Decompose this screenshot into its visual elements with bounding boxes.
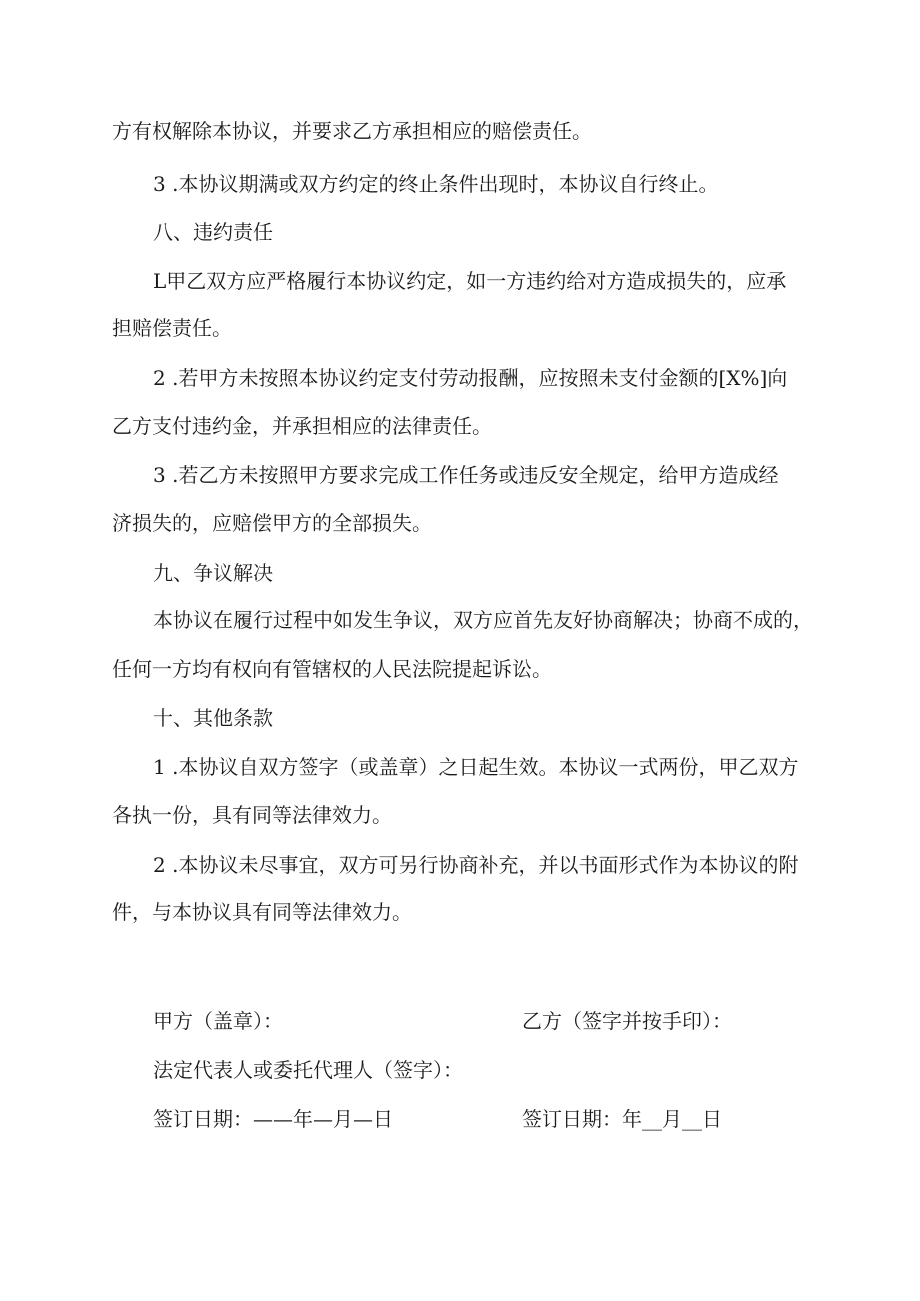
section-heading-9: 九、争议解决: [153, 561, 273, 585]
clause-8-2-cont: 乙方支付违约金，并承担相应的法律责任。: [112, 414, 492, 438]
section-heading-10: 十、其他条款: [153, 706, 273, 730]
party-b-date-label: 签订日期：年__月__日: [522, 1107, 722, 1131]
clause-8-3: 3 .若乙方未按照甲方要求完成工作任务或违反安全规定，给甲方造成经: [153, 463, 779, 487]
section-heading-8: 八、违约责任: [153, 220, 273, 244]
party-b-sign-label: 乙方（签字并按手印）：: [522, 1009, 732, 1033]
clause-10-2-cont: 件，与本协议具有同等法律效力。: [112, 900, 412, 924]
representative-sign-label: 法定代表人或委托代理人（签字）：: [153, 1058, 463, 1082]
clause-8-1: L甲乙双方应严格履行本协议约定，如一方违约给对方造成损失的，应承: [153, 269, 787, 293]
clause-10-2: 2 .本协议未尽事宜，双方可另行协商补充，并以书面形式作为本协议的附: [153, 853, 799, 877]
clause-8-1-cont: 担赔偿责任。: [112, 316, 232, 340]
paragraph-line: 方有权解除本协议，并要求乙方承担相应的赔偿责任。: [112, 119, 592, 143]
clause-8-2: 2 .若甲方未按照本协议约定支付劳动报酬，应按照未支付金额的[X%]向: [153, 366, 788, 390]
party-a-seal-label: 甲方（盖章）：: [153, 1009, 283, 1033]
clause-10-1: 1 .本协议自双方签字（或盖章）之日起生效。本协议一式两份，甲乙双方: [153, 755, 799, 779]
clause-8-3-cont: 济损失的，应赔偿甲方的全部损失。: [112, 511, 432, 535]
clause-10-1-cont: 各执一份，具有同等法律效力。: [112, 803, 392, 827]
party-a-date-label: 签订日期：——年—月—日: [153, 1107, 393, 1131]
clause-9: 本协议在履行过程中如发生争议，双方应首先友好协商解决；协商不成的，: [153, 608, 813, 632]
clause-7-3: 3 .本协议期满或双方约定的终止条件出现时，本协议自行终止。: [153, 172, 719, 196]
clause-9-cont: 任何一方均有权向有管辖权的人民法院提起诉讼。: [112, 657, 552, 681]
